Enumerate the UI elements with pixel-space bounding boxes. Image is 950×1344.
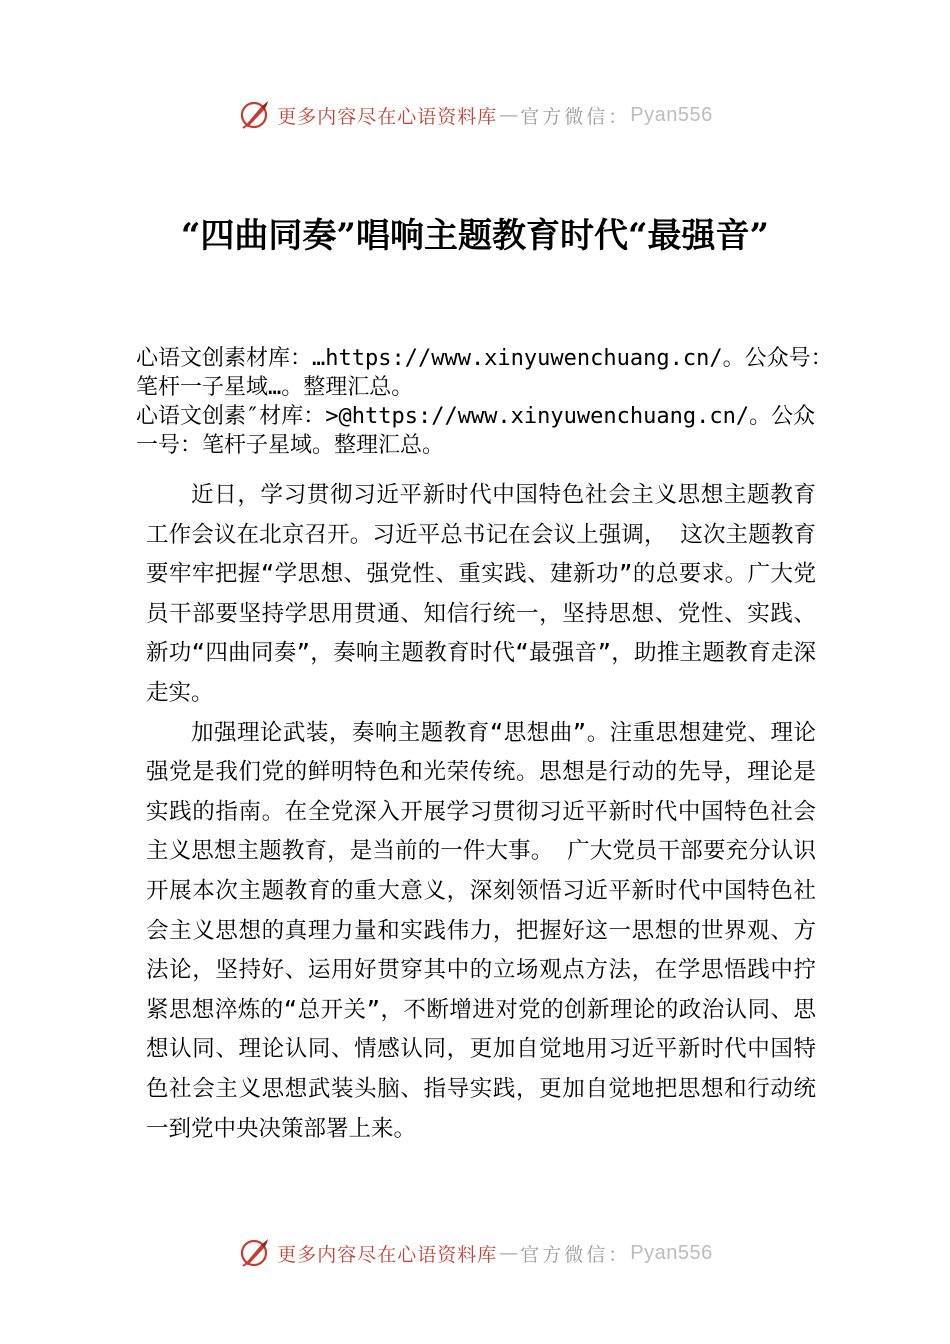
banner-official-label: 官方微信：	[520, 1243, 631, 1266]
document-body	[146, 476, 816, 1149]
quill-pen-logo-icon	[237, 98, 271, 132]
source-line: 心语文创素材库：…https://www.xinyuwenchuang.cn/。公众号：笔杆一子星域…。整理汇总。	[136, 346, 833, 400]
body-paragraph: 近日，学习贯彻习近平新时代中国特色社会主义思想主题教育工作会议在北京召开。习近平总书记在会议上强调， 这次主题教育要牢牢把握“学思想、强党性、重实践、建新功”的总要求。广大党员干部要坚持学思用贯通、知信行统一，坚持思想、党性、实践、新功“四曲同奏”，奏响主题教育时代“最强音”，助推主题教育走深走实。	[146, 482, 816, 706]
banner-dash: —	[499, 104, 519, 126]
footer-banner	[0, 1233, 950, 1273]
source-notes	[136, 344, 836, 460]
banner-wechat-id: Pyan556	[630, 103, 713, 126]
body-paragraph: 加强理论武装，奏响主题教育“思想曲”。注重思想建党、理论强党是我们党的鲜明特色和光荣传统。思想是行动的先导，理论是实践的指南。在全党深入开展学习贯彻习近平新时代中国特色社会主义思想主题教育，是当前的一件大事。 广大党员干部要充分认识开展本次主题教育的重大意义，深刻领悟习近平新时代中国特色社会主义思想的真理力量和实践伟力，把握好这一思想的世界观、方法论，坚持好、运用好贯穿其中的立场观点方法，在学思悟践中拧紧思想淬炼的“总开关”，不断增进对党的创新理论的政治认同、思想认同、理论认同、情感认同，更加自觉地用习近平新时代中国特色社会主义思想武装头脑、指导实践，更加自觉地把思想和行动统一到党中央决策部署上来。	[146, 719, 816, 1142]
banner-brand-text: 更多内容尽在心语资料库	[277, 105, 498, 128]
header-banner	[0, 95, 950, 135]
banner-brand-text: 更多内容尽在心语资料库	[277, 1243, 498, 1266]
source-line: 心语文创素″材库：>@https://www.xinyuwenchuang.cn/。公众一号：笔杆子星域。整理汇总。	[136, 404, 816, 458]
banner-official-label: 官方微信：	[520, 105, 631, 128]
quill-pen-logo-icon	[237, 1236, 271, 1270]
document-title: “四曲同奏”唱响主题教育时代“最强音”	[180, 216, 770, 256]
banner-dash: —	[499, 1242, 519, 1264]
banner-wechat-id: Pyan556	[630, 1241, 713, 1264]
